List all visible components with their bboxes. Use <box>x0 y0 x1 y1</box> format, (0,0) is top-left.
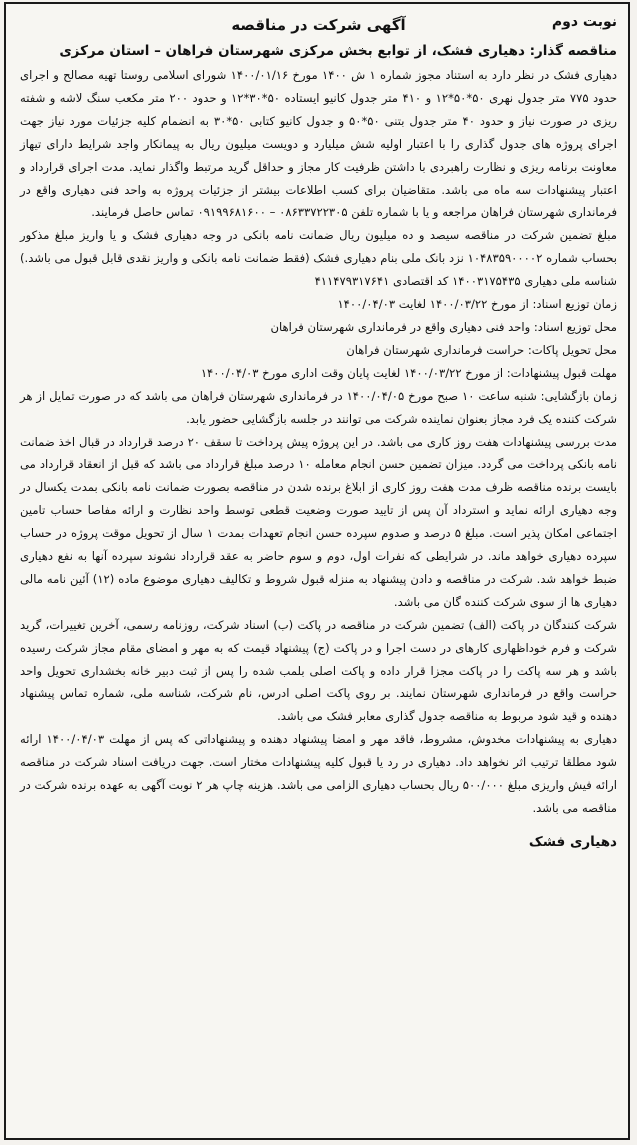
paragraph-delivery-place: محل تحویل پاکات: حراست فرمانداری شهرستان فراهان <box>346 342 617 357</box>
paragraph-conditions: دهیاری به پیشنهادات مخدوش، مشروط، فاقد مهر و امضا پیشنهاد دهنده و پیشنهاداتی که پس از مهلت ۱۴۰۰/۰۴/۰۳ ارائه شود مطلقا ترتیب اثر نخواهد داد. دهیاری در رد یا قبول کلیه پیشنهادات مختار است. جهت دریافت اسناد شرکت در مناقصه ارائه فیش واریزی مبلغ ۵۰۰/۰۰۰ ریال بحساب دهیاری الزامی می باشد. هزینه چاپ هر ۲ نوبت آگهی به عهده برنده شرکت در مناقصه می باشد. <box>20 732 617 815</box>
paragraph-guarantee: مبلغ تضمین شرکت در مناقصه سیصد و ده میلیون ریال ضمانت نامه بانکی در وجه دهیاری فشک و یا واریز مبلغ مذکور بحساب شماره ۱۰۴۸۳۵۹۰۰۰۰۲ نزد بانک ملی بنام دهیاری فشک (فقط ضمانت نامه بانکی و واریز نقدی قابل قبول می باشد.) شناسه ملی دهیاری ۱۴۰۰۳۱۷۵۴۳۵ کد اقتصادی ۴۱۱۴۷۹۳۱۷۶۴۱ <box>20 228 617 289</box>
signature: دهیاری فشک <box>528 833 617 850</box>
tender-organizer: مناقصه گذار: دهیاری فشک، از توابع بخش مرکزی شهرستان فراهان – استان مرکزی <box>59 43 617 59</box>
round-label: نوبت دوم <box>551 14 617 30</box>
paragraph-distribution-time: زمان توزیع اسناد: از مورخ ۱۴۰۰/۰۳/۲۲ لغایت ۱۴۰۰/۰۴/۰۳ <box>337 297 617 312</box>
paragraph-envelopes: شرکت کنندگان در پاکت (الف) تضمین شرکت در مناقصه در پاکت (ب) اسناد شرکت، روزنامه رسمی، آخرین تغییرات، گرید شرکت و فرم خوداظهاری کارهای در دست اجرا و در پاکت (ج) پیشنهاد قیمت که به مهر و امضای مقام مجاز شرکت رسیده باشد و هر سه پاکت را در پاکت مجزا قرار داده و پاکت اصلی بلمب شده را پس از ثبت دبیر خانه بخشداری تحویل واحد حراست واقع در فرمانداری شهرستان نمایند. بر روی پاکت اصلی ادرس، نام شرکت، شناسه ملی، شماره تماس پیشنهاد دهنده و قید شود مربوط به مناقصه جدول گذاری معابر فشک می باشد. <box>20 617 617 724</box>
title-row <box>20 12 617 40</box>
paragraph-distribution-place: محل توزیع اسناد: واحد فنی دهیاری واقع در فرمانداری شهرستان فراهان <box>270 319 617 334</box>
notice-title: آگهی شرکت در مناقصه <box>231 16 406 34</box>
paragraph-terms: مدت بررسی پیشنهادات هفت روز کاری می باشد. در این پروژه پیش پرداخت تا سقف ۲۰ درصد قرارداد در قبال اخذ ضمانت نامه بانکی پرداخت می گردد. میزان تضمین حسن انجام معامله ۱۰ درصد مبلغ قرارداد می باشد که قبل از انعقاد قرارداد می بایست برنده مناقصه ظرف مدت هفت روز کاری از ابلاغ برنده شدن در مناقصه بصورت ضمانت نامه بانکی بمدت یکسال در وجه دهیاری ارائه نماید و استرداد آن پس از تایید صورت وضعیت قطعی توسط واحد نظارت و ارائه مفاصا حساب تامین اجتماعی امکان پذیر است. مبلغ ۵ درصد و صدوم سپرده حسن انجام تعهدات بمدت ۱ سال از تحویل موقت پروژه در حساب سپرده دهیاری خواهد ماند. در شرایطی که نفرات اول، دوم و سوم حاضر به عقد قرارداد نشوند سپرده آنها به نفع دهیاری ضبط خواهد شد. شرکت در مناقصه و دادن پیشنهاد به منزله قبول شروط و تکالیف دهیاری موضوع ماده (۱۲) آئین نامه مالی دهیاری ها از سوی شرکت کننده گان می باشد. <box>20 434 618 609</box>
notice-sheet <box>4 2 630 1140</box>
paragraph-deadline: مهلت قبول پیشنهادات: از مورخ ۱۴۰۰/۰۳/۲۲ لغایت پایان وقت اداری مورخ ۱۴۰۰/۰۴/۰۳ <box>200 365 617 380</box>
paragraph-opening: زمان بازگشایی: شنبه ساعت ۱۰ صبح مورخ ۱۴۰۰/۰۴/۰۵ در فرمانداری شهرستان فراهان می باشد که در صورت تمایل از هر شرکت کننده یک فرد مجاز بعنوان نماینده شرکت می توانند در جلسه بازگشایی حضور یابد. <box>20 388 617 426</box>
notice-document <box>20 12 617 850</box>
paragraph-project-description: دهیاری فشک در نظر دارد به استناد مجوز شماره ۱ ش ۱۴۰۰ مورخ ۱۴۰۰/۰۱/۱۶ شورای اسلامی روستا تهیه مصالح و اجرای حدود ۷۷۵ متر جدول نهری ۵۰*۵۰*۱۲ و ۴۱۰ متر جدول کانیو ایستاده ۵۰*۳۰*۱۲ و حدود ۲۰۰ متر مکعب سنگ لاشه و شفته ریزی در صورت نیاز و حدود ۴۰ متر جدول بتنی ۵۰*۵۰ و جدول کانیو کتابی ۵۰*۳۰ به انضمام کلیه جزئیات مورد نیاز جهت اجرای پروژه های جدول گذاری را با اعتبار اولیه شش میلیارد و دویست میلیون ریال به پیمانکار واجد شرایط دارای تیهاز معاونت برنامه ریزی و نظارت راهبردی با داشتن ظرفیت کار مجاز و حداقل گرید مرتبط واگذار نماید. مدت اجرای قرارداد و اعتبار پیشنهادات سه ماه می باشد. متقاضیان برای کسب اطلاعات بیشتر از جزئیات پروژه به واحد فنی دهیاری واقع در فرمانداری شهرستان فراهان مراجعه و یا با شماره تلفن ۰۸۶۳۳۷۲۲۳۰۵ – ۰۹۱۹۹۶۸۱۶۰۰ تماس حاصل فرمایند. <box>20 68 618 220</box>
